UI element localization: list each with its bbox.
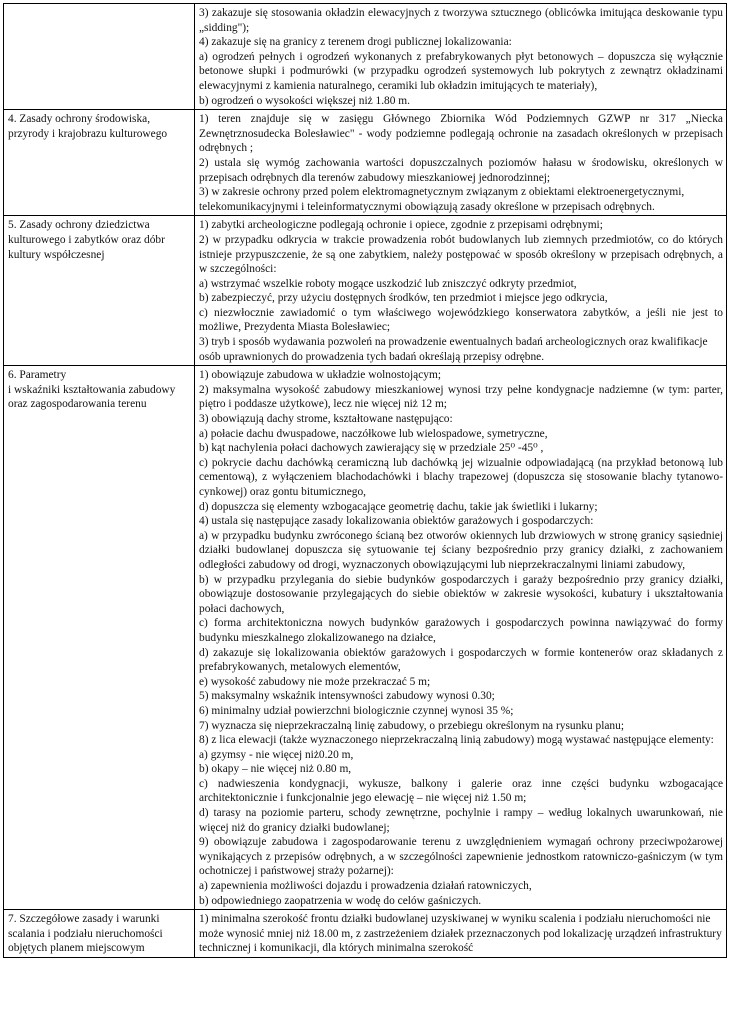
provision-item: c) forma architektoniczna nowych budynków garażowych i gospodarczych powinna nawiązywać do formy budynku mieszkalnego zlokalizowanego na działce, (199, 617, 723, 644)
provision-item: 3) obowiązują dachy strome, kształtowane następująco: (199, 413, 453, 426)
provision-item: e) wysokość zabudowy nie może przekraczać 5 m; (199, 675, 431, 688)
provision-item: 4) zakazuje się na granicy z terenem drogi publicznej lokalizowania: (199, 36, 512, 49)
section-provisions (195, 910, 727, 958)
section-provisions (195, 366, 727, 910)
provision-item: 1) obowiązuje zabudowa w układzie wolnostojącym; (199, 369, 441, 382)
provision-item: a) połacie dachu dwuspadowe, naczółkowe lub wielospadowe, symetryczne, (199, 427, 548, 440)
provision-item: a) zapewnienia możliwości dojazdu i prowadzenia działań ratowniczych, (199, 880, 532, 893)
section-label: 6. Parametry i wskaźniki kształtowania zabudowy oraz zagospodarowania terenu (4, 366, 195, 910)
provision-item: 1) zabytki archeologiczne podlegają ochronie i opiece, zgodnie z przepisami odrębnymi; (199, 219, 603, 232)
table-row (4, 216, 727, 366)
section-label: 5. Zasady ochrony dziedzictwa kulturowego i zabytków oraz dóbr kultury współczesnej (4, 216, 195, 366)
table-row (4, 910, 727, 958)
provision-item: b) ogrodzeń o wysokości większej niż 1.80 m. (199, 94, 410, 107)
provision-item: a) ogrodzeń pełnych i ogrodzeń wykonanych z prefabrykowanych płyt betonowych – dopuszcza się wyłącznie betonowe słupki i podmurówki (w przypadku ogrodzeń systemowych lub pokrytych z zewnątrz okładzinami elewacyjnymi z kamienia naturalnego, ceramiki lub okładzin imitujących te materiały), (199, 50, 723, 92)
plan-provisions-table (3, 3, 727, 958)
provision-item: b) zabezpieczyć, przy użyciu dostępnych środków, ten przedmiot i miejsce jego odkrycia, (199, 292, 608, 305)
section-provisions (195, 216, 727, 366)
provision-item: c) niezwłocznie zawiadomić o tym właściwego wojewódzkiego konserwatora zabytków, a jeśli nie jest to możliwe, Prezydenta Miasta Bolesławiec; (199, 306, 723, 334)
provision-item: 1) minimalna szerokość frontu działki budowlanej uzyskiwanej w wyniku scalenia i podziału nieruchomości nie może wynosić mniej niż 18.00 m, z zastrzeżeniem działek przeznaczonych pod lokalizację urządzeń infrastruktury technicznej i komunikacji, dla których minimalna szerokość (199, 913, 722, 955)
provision-item: b) odpowiedniego zaopatrzenia w wodę do celów gaśniczych. (199, 894, 482, 907)
provision-item: 1) teren znajduje się w zasięgu Głównego Zbiornika Wód Podziemnych GZWP nr 317 „Niecka Zewnętrznosudecka Bolesławiec" - wody podziemne podlegają ochronie na zasadach określonych w przepisach odrębnych ; (199, 113, 723, 155)
section-label: 7. Szczegółowe zasady i warunki scalania i podziału nieruchomości objętych planem miejscowym (4, 910, 195, 958)
provision-item: 2) ustala się wymóg zachowania wartości dopuszczalnych poziomów hałasu w środowisku, określonych w przepisach odrębnych dla terenów zabudowy mieszkaniowej jednorodzinnej; (199, 156, 723, 184)
table-row (4, 366, 727, 910)
section-provisions (195, 110, 727, 216)
provision-item: 3) w zakresie ochrony przed polem elektromagnetycznym związanym z obiektami elektroenergetycznymi, telekomunikacyjnymi i teleinformatycznymi obowiązują zasady określone w przepisach odrębnych. (199, 186, 685, 213)
provision-item: a) wstrzymać wszelkie roboty mogące uszkodzić lub zniszczyć odkryty przedmiot, (199, 277, 577, 290)
provision-item: 2) maksymalna wysokość zabudowy mieszkaniowej wynosi trzy pełne kondygnacje nadziemne (w tym: parter, piętro i poddasze użytkowe), lecz nie więcej niż 12 m; (199, 383, 723, 411)
provision-item: b) okapy – nie więcej niż 0.80 m, (199, 763, 352, 776)
section-provisions (195, 4, 727, 110)
provision-item: 8) z lica elewacji (także wyznaczonego nieprzekraczalną linią zabudowy) mogą wystawać następujące elementy: (199, 734, 714, 747)
provision-item: 2) w przypadku odkrycia w trakcie prowadzenia robót budowlanych lub ziemnych przedmiotów, co do których istnieje przypuszczenie, że są one zabytkiem, należy postępować w sposób określony w przepisach odrębnych, a w szczególności: (199, 233, 723, 276)
provision-item: 6) minimalny udział powierzchni biologicznie czynnej wynosi 35 %; (199, 704, 514, 717)
provision-item: a) w przypadku budynku zwróconego ścianą bez otworów okiennych lub drzwiowych w stronę granicy sąsiedniej działki budowlanej dopuszcza się sytuowanie tej ściany bezpośrednio przy granicy działki, z zachowaniem odległości zabudowy od drogi, wyznaczonych obowiązującymi lub nieprzekraczalnymi liniami zabudowy, (199, 529, 723, 571)
table-row (4, 110, 727, 216)
provision-item: 7) wyznacza się nieprzekraczalną linię zabudowy, o przebiegu określonym na rysunku planu; (199, 719, 624, 732)
section-label (4, 4, 195, 110)
provision-item: 9) obowiązuje zabudowa i zagospodarowanie terenu z uwzględnieniem wymagań ochrony przeciwpożarowej wynikających z przepisów odrębnych, a w szczególności zapewnienie jednostkom ratowniczo-gaśniczym (w tym ochotniczej i państwowej straży pożarnej): (199, 836, 723, 878)
provision-item: d) zakazuje się lokalizowania obiektów garażowych i gospodarczych w formie kontenerów oraz składanych z prefabrykowanych, metalowych elementów, (199, 646, 723, 674)
provision-item: d) tarasy na poziomie parteru, schody zewnętrzne, pochylnie i rampy – według lokalnych uwarunkowań, nie więcej niż do granicy działki budowlanej; (199, 807, 723, 834)
provision-item: 3) zakazuje się stosowania okładzin elewacyjnych z tworzywa sztucznego (oblicówka imitująca deskowanie typu „sidding"); (199, 7, 723, 34)
table-row (4, 4, 727, 110)
provision-item: c) pokrycie dachu dachówką ceramiczną lub dachówką jej wizualnie odpowiadającą (na przykład betonową lub cementową), z wyłączeniem blachodachówki i blachy trapezowej (dopuszcza się stosowanie blachy tytanowo-cynkowej) oraz gontu bitumicznego, (199, 456, 723, 498)
section-label: 4. Zasady ochrony środowiska, przyrody i krajobrazu kulturowego (4, 110, 195, 216)
provision-item: 4) ustala się następujące zasady lokalizowania obiektów garażowych i gospodarczych: (199, 515, 594, 528)
provision-item: b) w przypadku przylegania do siebie budynków gospodarczych i garaży bezpośrednio przy granicy działki, obowiązuje dostosowanie przylegających do siebie obiektów w zakresie wysokości, kubatury i ukształtowania połaci dachowych, (199, 573, 723, 615)
provision-item: 3) tryb i sposób wydawania pozwoleń na prowadzenie ewentualnych badań archeologicznych oraz kwalifikacje osób uprawnionych do prowadzenia tych badań określają przepisy odrębne. (199, 336, 708, 363)
provision-item: b) kąt nachylenia połaci dachowych zawierający się w przedziale 25⁰ -45⁰ , (199, 442, 544, 455)
provision-item: a) gzymsy - nie więcej niż0.20 m, (199, 748, 354, 761)
provision-item: 5) maksymalny wskaźnik intensywności zabudowy wynosi 0.30; (199, 690, 495, 703)
provision-item: c) nadwieszenia kondygnacji, wykusze, balkony i galerie oraz inne części budynku wzbogacające architektonicznie i funkcjonalnie jego elewację – nie więcej niż 1.50 m; (199, 777, 723, 805)
provision-item: d) dopuszcza się elementy wzbogacające geometrię dachu, takie jak świetliki i lukarny; (199, 500, 598, 513)
